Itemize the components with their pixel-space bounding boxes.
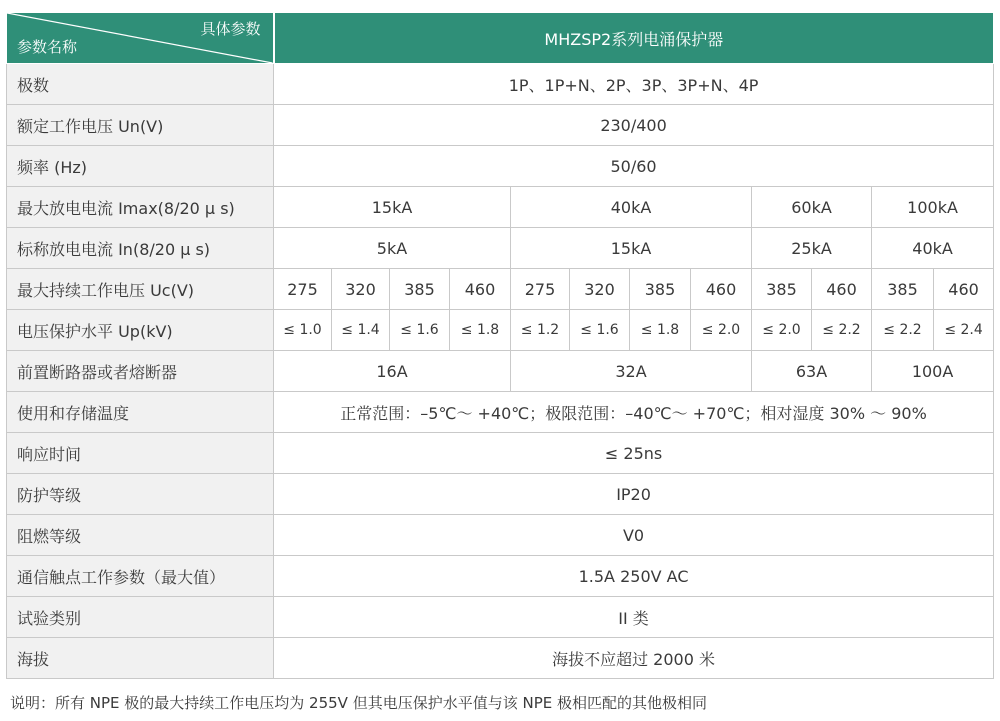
row-value: ≤ 2.4 bbox=[934, 310, 994, 351]
row-value: ≤ 2.0 bbox=[752, 310, 812, 351]
table-row bbox=[7, 187, 994, 228]
row-value: ≤ 1.2 bbox=[511, 310, 570, 351]
row-value: ≤ 1.8 bbox=[450, 310, 511, 351]
table-row bbox=[7, 64, 994, 105]
table-row bbox=[7, 146, 994, 187]
row-value: 50/60 bbox=[274, 146, 994, 187]
row-value: 385 bbox=[390, 269, 450, 310]
row-name: 防护等级 bbox=[7, 474, 274, 515]
header-corner-cell bbox=[7, 13, 274, 64]
row-name: 通信触点工作参数（最大值） bbox=[7, 556, 274, 597]
row-name: 海拔 bbox=[7, 638, 274, 679]
table-row bbox=[7, 269, 994, 310]
row-value: 16A bbox=[274, 351, 511, 392]
param-label: 具体参数 bbox=[200, 20, 261, 38]
row-name: 使用和存储温度 bbox=[7, 392, 274, 433]
row-name: 试验类别 bbox=[7, 597, 274, 638]
row-name: 标称放电电流 In(8/20 μ s) bbox=[7, 228, 274, 269]
row-value: II 类 bbox=[274, 597, 994, 638]
row-name: 额定工作电压 Un(V) bbox=[7, 105, 274, 146]
row-value: ≤ 1.8 bbox=[630, 310, 691, 351]
row-value: 海拔不应超过 2000 米 bbox=[274, 638, 994, 679]
row-name: 阻燃等级 bbox=[7, 515, 274, 556]
table-row bbox=[7, 474, 994, 515]
row-value: 1.5A 250V AC bbox=[274, 556, 994, 597]
row-value: 15kA bbox=[274, 187, 511, 228]
row-value: ≤ 1.0 bbox=[274, 310, 332, 351]
footnote: 说明：所有 NPE 极的最大持续工作电压均为 255V 但其电压保护水平值与该 NPE 极相匹配的其他极相同 bbox=[10, 694, 707, 712]
row-name: 响应时间 bbox=[7, 433, 274, 474]
row-name: 极数 bbox=[7, 64, 274, 105]
row-name: 最大放电电流 Imax(8/20 μ s) bbox=[7, 187, 274, 228]
row-name: 前置断路器或者熔断器 bbox=[7, 351, 274, 392]
row-value: 32A bbox=[511, 351, 752, 392]
row-value: 40kA bbox=[872, 228, 994, 269]
row-value: 320 bbox=[332, 269, 390, 310]
row-value: 460 bbox=[450, 269, 511, 310]
row-value: 100kA bbox=[872, 187, 994, 228]
row-value: 60kA bbox=[752, 187, 872, 228]
row-value: 385 bbox=[630, 269, 691, 310]
row-value: 5kA bbox=[274, 228, 511, 269]
row-value: 40kA bbox=[511, 187, 752, 228]
row-value: 460 bbox=[934, 269, 994, 310]
table-row bbox=[7, 433, 994, 474]
name-label: 参数名称 bbox=[17, 38, 78, 56]
row-value: 275 bbox=[274, 269, 332, 310]
row-value: IP20 bbox=[274, 474, 994, 515]
row-value: 385 bbox=[872, 269, 934, 310]
row-value: 63A bbox=[752, 351, 872, 392]
header-row bbox=[7, 13, 994, 64]
row-value: 230/400 bbox=[274, 105, 994, 146]
table-row bbox=[7, 105, 994, 146]
row-value: ≤ 1.4 bbox=[332, 310, 390, 351]
row-value: ≤ 2.0 bbox=[691, 310, 752, 351]
row-name: 最大持续工作电压 Uc(V) bbox=[7, 269, 274, 310]
row-value: 460 bbox=[812, 269, 872, 310]
row-value: 100A bbox=[872, 351, 994, 392]
table-row bbox=[7, 515, 994, 556]
row-value: V0 bbox=[274, 515, 994, 556]
row-value: ≤ 2.2 bbox=[872, 310, 934, 351]
row-value: 25kA bbox=[752, 228, 872, 269]
row-value: 正常范围：–5℃～ +40℃；极限范围：–40℃～ +70℃；相对湿度 30% ～ 90% bbox=[274, 392, 994, 433]
row-value: 320 bbox=[570, 269, 630, 310]
row-value: 460 bbox=[691, 269, 752, 310]
table-row bbox=[7, 638, 994, 679]
table-row bbox=[7, 556, 994, 597]
table-row bbox=[7, 228, 994, 269]
row-value: 275 bbox=[511, 269, 570, 310]
row-name: 频率 (Hz) bbox=[7, 146, 274, 187]
row-value: 1P、1P+N、2P、3P、3P+N、4P bbox=[274, 64, 994, 105]
product-title: MHZSP2系列电涌保护器 bbox=[274, 13, 994, 64]
row-value: 15kA bbox=[511, 228, 752, 269]
table-row bbox=[7, 392, 994, 433]
row-value: ≤ 1.6 bbox=[390, 310, 450, 351]
table-row bbox=[7, 310, 994, 351]
table-row bbox=[7, 351, 994, 392]
row-value: ≤ 25ns bbox=[274, 433, 994, 474]
row-value: ≤ 2.2 bbox=[812, 310, 872, 351]
spec-table bbox=[6, 12, 994, 679]
row-name: 电压保护水平 Up(kV) bbox=[7, 310, 274, 351]
row-value: 385 bbox=[752, 269, 812, 310]
row-value: ≤ 1.6 bbox=[570, 310, 630, 351]
table-row bbox=[7, 597, 994, 638]
